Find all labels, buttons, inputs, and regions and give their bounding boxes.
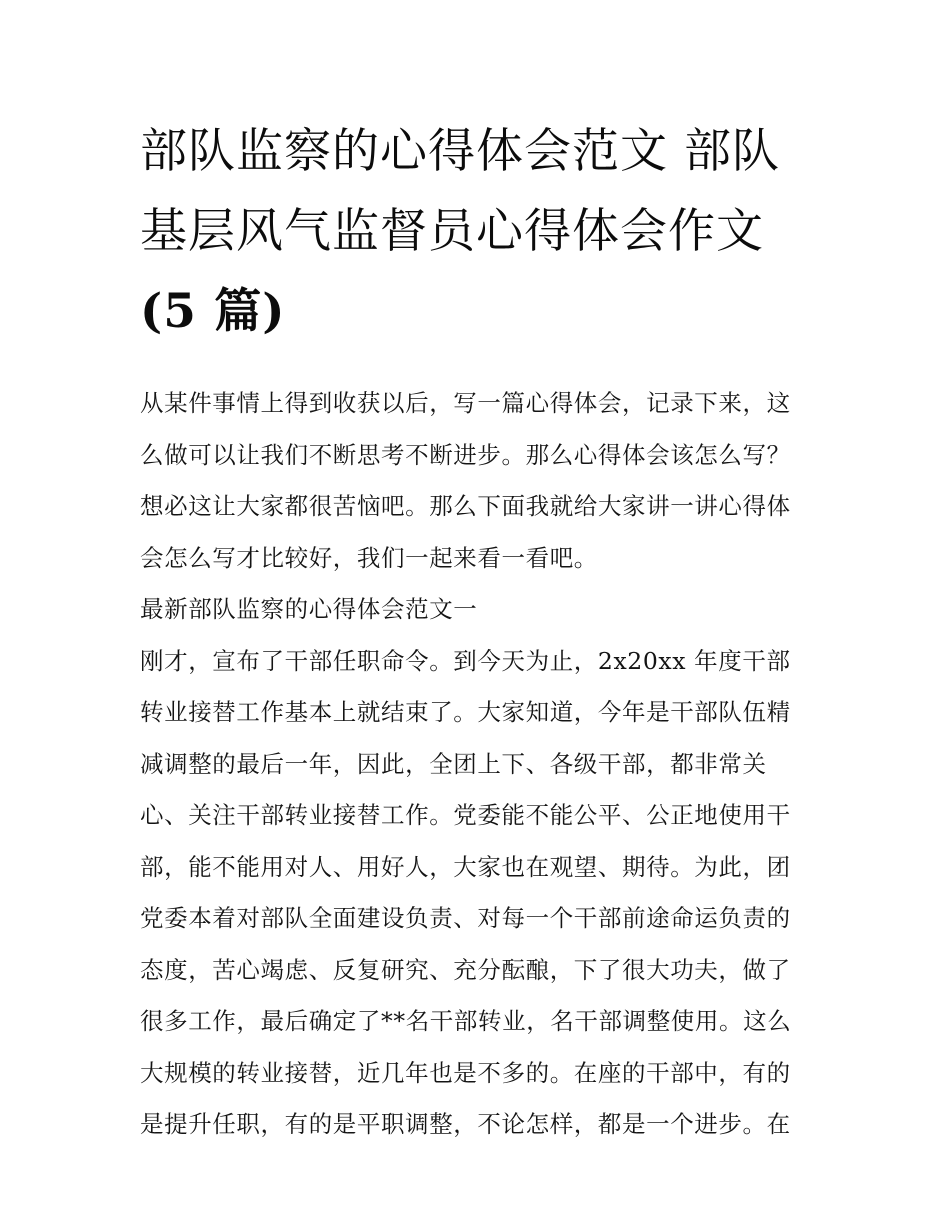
body-line-3: 减调整的最后一年，因此，全团上下、各级干部，都非常关 (140, 749, 767, 778)
intro-line-2: 么做可以让我们不断思考不断进步。那么心得体会该怎么写？ (140, 440, 791, 469)
title-line-1: 部队监察的心得体会范文 部队 (140, 124, 780, 179)
intro-line-1: 从某件事情上得到收获以后，写一篇心得体会，记录下来，这 (140, 389, 791, 417)
body-line-4: 心、关注干部转业接替工作。党委能不能公平、公正地使用干 (140, 801, 791, 829)
body-line-1: 刚才，宣布了干部任职命令。到今天为止，2x20xx 年度干部 (140, 646, 791, 675)
intro-line-4: 会怎么写才比较好，我们一起来看一看吧。 (140, 543, 598, 572)
body-line-2: 转业接替工作基本上就结束了。大家知道，今年是干部队伍精 (140, 698, 791, 726)
intro-paragraph (140, 378, 820, 584)
body-line-6: 党委本着对部队全面建设负责、对每一个干部前途命运负责的 (140, 904, 791, 932)
document-page (140, 112, 820, 1151)
body-line-10: 是提升任职，有的是平职调整，不论怎样，都是一个进步。在 (140, 1110, 791, 1138)
title-line-3: (5 篇) (140, 284, 286, 339)
section-body-paragraph (140, 636, 820, 1151)
body-line-9: 大规模的转业接替，近几年也是不多的。在座的干部中，有的 (140, 1058, 791, 1087)
title-line-2: 基层风气监督员心得体会作文 (140, 204, 764, 259)
body-line-7: 态度，苦心竭虑、反复研究、充分酝酿，下了很大功夫，做了 (140, 955, 791, 984)
section-heading: 最新部队监察的心得体会范文一 (140, 595, 478, 623)
body-line-8: 很多工作，最后确定了**名干部转业，名干部调整使用。这么 (140, 1007, 792, 1035)
document-title (140, 112, 820, 352)
body-line-5: 部，能不能用对人、用好人，大家也在观望、期待。为此，团 (140, 852, 791, 881)
intro-line-3: 想必这让大家都很苦恼吧。那么下面我就给大家讲一讲心得体 (140, 492, 791, 520)
